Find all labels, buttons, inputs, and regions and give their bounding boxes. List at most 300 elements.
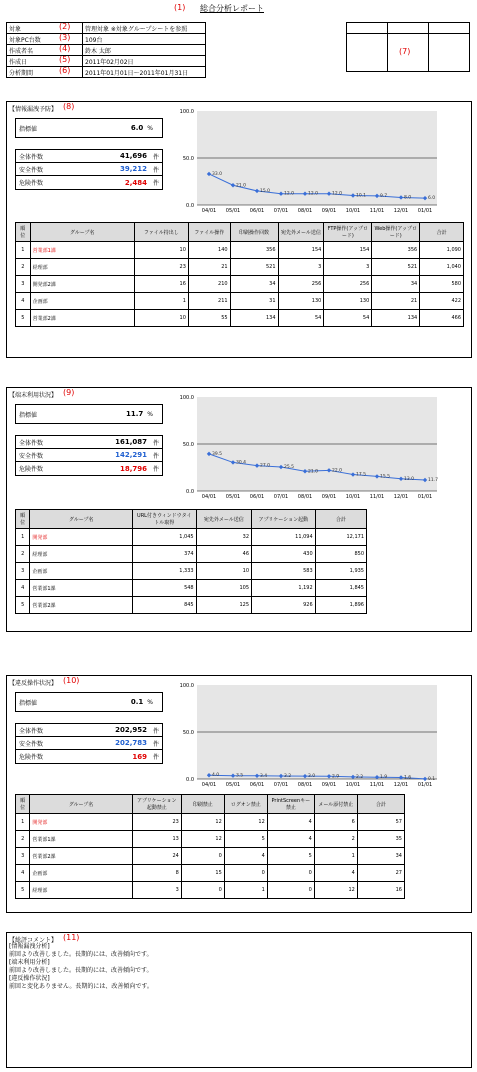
- group-cell: 経理部: [30, 259, 134, 276]
- column-header: アプリケーション起動禁止: [132, 795, 181, 814]
- index-label: 指標値: [19, 699, 38, 707]
- value-cell: 4: [314, 865, 357, 882]
- column-header: 合計: [315, 510, 366, 529]
- data-label: 6.0: [428, 196, 436, 202]
- info-value: 鈴木 太郎: [85, 47, 111, 55]
- value-cell: 125: [196, 597, 251, 614]
- value-cell: 4: [267, 831, 314, 848]
- callout-10: (10): [63, 676, 80, 685]
- danger-count-label: 危険件数: [19, 180, 44, 187]
- group-cell: 経理部: [30, 546, 133, 563]
- column-header: ログオン禁止: [224, 795, 267, 814]
- safe-count-value: 39,212: [119, 165, 147, 173]
- comment-line: [端末利用分析]: [9, 959, 50, 966]
- danger-count-value-wrap: [132, 752, 159, 761]
- value-cell: 1,845: [315, 580, 366, 597]
- value-cell: 548: [132, 580, 196, 597]
- trend-chart: [175, 681, 445, 791]
- section-violation: [6, 675, 472, 913]
- column-header: グループ名: [30, 510, 133, 529]
- value-cell: 12: [224, 814, 267, 831]
- value-cell: 34: [357, 848, 404, 865]
- index-box: [15, 692, 163, 712]
- value-cell: 850: [315, 546, 366, 563]
- value-cell: 140: [188, 242, 230, 259]
- table-row: [16, 848, 405, 865]
- x-tick-label: 10/01: [345, 208, 361, 214]
- column-header: メール添付禁止: [314, 795, 357, 814]
- value-cell: 154: [324, 242, 372, 259]
- data-label: 9.7: [380, 193, 388, 199]
- value-cell: 356: [230, 242, 278, 259]
- column-header: グループ名: [30, 223, 134, 242]
- danger-count-value: 18,796: [119, 464, 147, 473]
- x-tick-label: 07/01: [273, 494, 289, 500]
- column-header: URL付きウィンドウタイトル取得: [132, 510, 196, 529]
- table-row: [16, 831, 405, 848]
- value-cell: 4: [224, 848, 267, 865]
- column-header: ファイル持出し: [134, 223, 188, 242]
- info-value: 2011年01月01日～2011年01月31日: [85, 69, 189, 77]
- callout-3: (3): [59, 33, 71, 42]
- info-row: [7, 34, 206, 45]
- group-cell: 営業部2課: [30, 848, 132, 865]
- index-unit: %: [147, 410, 153, 418]
- info-row: [7, 56, 206, 67]
- value-cell: 57: [357, 814, 404, 831]
- table-row: [16, 563, 367, 580]
- info-row: [7, 45, 206, 56]
- x-tick-label: 08/01: [297, 208, 313, 214]
- x-tick-label: 06/01: [249, 782, 265, 788]
- table-row: [16, 529, 367, 546]
- danger-count-row: [16, 176, 162, 189]
- value-cell: 845: [132, 597, 196, 614]
- data-label: 1.6: [404, 775, 412, 781]
- column-header: 合計: [357, 795, 404, 814]
- count-unit: 件: [152, 740, 159, 748]
- value-cell: 1,040: [420, 259, 464, 276]
- comment-section: [6, 932, 472, 1068]
- value-cell: 5: [267, 848, 314, 865]
- total-count-row: [16, 724, 162, 737]
- index-value: 0.1: [130, 698, 144, 706]
- callout-6: (6): [59, 66, 71, 75]
- data-label: 12.0: [308, 191, 319, 197]
- data-label: 15.5: [380, 474, 391, 480]
- table-header-row: [16, 223, 464, 242]
- callout-1: (1): [174, 3, 186, 12]
- data-label: 2.2: [356, 774, 364, 780]
- data-label: 21.0: [236, 183, 247, 189]
- rank-cell: 5: [16, 310, 31, 327]
- group-cell: 営業部1課: [30, 831, 132, 848]
- table-row: [16, 882, 405, 899]
- column-header: 合計: [420, 223, 464, 242]
- value-cell: 32: [196, 529, 251, 546]
- value-cell: 1: [314, 848, 357, 865]
- data-label: 22.0: [332, 468, 343, 474]
- column-header: 順位: [16, 223, 31, 242]
- data-label: 10.1: [356, 193, 367, 199]
- value-cell: 10: [134, 242, 188, 259]
- table-row: [16, 865, 405, 882]
- rank-cell: 4: [16, 865, 30, 882]
- y-tick-label: 0.0: [186, 489, 194, 495]
- x-tick-label: 09/01: [321, 208, 337, 214]
- column-header: 宛先外メール送信: [196, 510, 251, 529]
- value-cell: 521: [372, 259, 420, 276]
- value-cell: 11,094: [252, 529, 316, 546]
- callout-5: (5): [59, 55, 71, 64]
- value-cell: 54: [278, 310, 324, 327]
- column-header: FTP操作(アップロード): [324, 223, 372, 242]
- data-label: 0.1: [428, 776, 436, 782]
- rank-cell: 1: [16, 242, 31, 259]
- value-cell: 3: [132, 882, 181, 899]
- data-label: 3.0: [308, 774, 316, 780]
- value-cell: 10: [196, 563, 251, 580]
- value-cell: 154: [278, 242, 324, 259]
- value-cell: 1,192: [252, 580, 316, 597]
- value-cell: 10: [134, 310, 188, 327]
- table-row: [16, 310, 464, 327]
- ranking-table: [15, 509, 367, 614]
- rank-cell: 3: [16, 848, 30, 865]
- x-tick-label: 05/01: [225, 494, 241, 500]
- table-row: [16, 259, 464, 276]
- info-value-cell: [83, 34, 206, 45]
- section-heading: 【違反操作状況】: [9, 680, 58, 687]
- value-cell: 926: [252, 597, 316, 614]
- value-cell: 466: [420, 310, 464, 327]
- value-cell: 16: [357, 882, 404, 899]
- callout-11: (11): [63, 933, 80, 942]
- value-cell: 430: [252, 546, 316, 563]
- total-count-value: 41,696: [119, 152, 147, 160]
- table-row: [16, 597, 367, 614]
- comment-line: [違反操作状況]: [9, 975, 50, 982]
- data-label: 15.0: [260, 188, 271, 194]
- value-cell: 3: [278, 259, 324, 276]
- danger-count-value-wrap: [125, 178, 159, 187]
- value-cell: 256: [278, 276, 324, 293]
- x-tick-label: 11/01: [369, 494, 385, 500]
- table-row: [16, 293, 464, 310]
- x-tick-label: 01/01: [417, 208, 433, 214]
- value-cell: 0: [267, 865, 314, 882]
- value-cell: 134: [372, 310, 420, 327]
- y-tick-label: 100.0: [179, 683, 194, 689]
- x-tick-label: 04/01: [201, 208, 217, 214]
- info-row: [7, 67, 206, 78]
- value-cell: 210: [188, 276, 230, 293]
- value-cell: 21: [188, 259, 230, 276]
- callout-4: (4): [59, 44, 71, 53]
- group-cell: 経理部: [30, 882, 132, 899]
- data-label: 3.2: [284, 773, 292, 779]
- value-cell: 24: [132, 848, 181, 865]
- info-value-cell: [83, 45, 206, 56]
- safe-count-value-wrap: [120, 165, 159, 174]
- comment-line: 前回より改善しました。長期的には、改善傾向です。: [9, 951, 153, 958]
- value-cell: 16: [134, 276, 188, 293]
- table-header-row: [16, 795, 405, 814]
- value-cell: 13: [132, 831, 181, 848]
- info-label: 作成者名: [9, 47, 34, 55]
- data-label: 13.0: [404, 476, 415, 482]
- x-tick-label: 08/01: [297, 494, 313, 500]
- comment-line: 前回と変化ありません。長期的には、改善傾向です。: [9, 983, 153, 990]
- value-cell: 1,090: [420, 242, 464, 259]
- info-value: 管理対象 ※対象グループシートを参照: [85, 25, 188, 33]
- x-tick-label: 12/01: [393, 782, 409, 788]
- rank-cell: 2: [16, 831, 30, 848]
- x-tick-label: 01/01: [417, 782, 433, 788]
- table-header-row: [16, 510, 367, 529]
- value-cell: 1,333: [132, 563, 196, 580]
- value-cell: 211: [188, 293, 230, 310]
- table-row: [16, 546, 367, 563]
- total-count-row: [16, 150, 162, 163]
- data-label: 3.4: [260, 773, 268, 779]
- count-box: [15, 149, 163, 190]
- x-tick-label: 05/01: [225, 208, 241, 214]
- value-cell: 54: [324, 310, 372, 327]
- x-tick-label: 08/01: [297, 782, 313, 788]
- ranking-table: [15, 222, 464, 327]
- section-heading: 【端末利用状況】: [9, 392, 58, 399]
- data-label: 3.5: [236, 773, 244, 779]
- info-label: 対象PC台数: [9, 36, 41, 44]
- column-header: Web操作(アップロード): [372, 223, 420, 242]
- rank-cell: 4: [16, 580, 30, 597]
- safe-count-row: [16, 163, 162, 176]
- value-cell: 521: [230, 259, 278, 276]
- index-box: [15, 118, 163, 138]
- index-box: [15, 404, 163, 424]
- value-cell: 134: [230, 310, 278, 327]
- group-cell: 営業部1課: [30, 580, 133, 597]
- x-tick-label: 09/01: [321, 494, 337, 500]
- value-cell: 1: [134, 293, 188, 310]
- value-cell: 4: [267, 814, 314, 831]
- safe-count-value: 142,291: [115, 451, 147, 459]
- value-cell: 580: [420, 276, 464, 293]
- count-unit: 件: [152, 180, 159, 187]
- value-cell: 256: [324, 276, 372, 293]
- value-cell: 12: [314, 882, 357, 899]
- value-cell: 130: [278, 293, 324, 310]
- rank-cell: 3: [16, 563, 30, 580]
- total-count-value-wrap: [115, 438, 159, 447]
- total-count-label: 全体件数: [19, 439, 44, 447]
- info-label: 作成日: [9, 58, 28, 66]
- x-tick-label: 09/01: [321, 782, 337, 788]
- safe-count-row: [16, 737, 162, 750]
- total-count-row: [16, 436, 162, 449]
- column-header: 宛先外メール送信: [278, 223, 324, 242]
- index-label: 指標値: [19, 125, 38, 133]
- data-label: 4.0: [212, 773, 220, 779]
- info-label-cell: [7, 45, 83, 56]
- total-count-label: 全体件数: [19, 153, 44, 161]
- value-cell: 12: [181, 814, 224, 831]
- info-value-cell: [83, 23, 206, 34]
- data-label: 21.0: [308, 469, 319, 475]
- rank-cell: 5: [16, 882, 30, 899]
- column-header: PrintScreenキー禁止: [267, 795, 314, 814]
- index-value: 6.0: [130, 124, 144, 132]
- rank-cell: 5: [16, 597, 30, 614]
- group-cell: 開発部: [30, 529, 133, 546]
- x-tick-label: 07/01: [273, 782, 289, 788]
- index-value: 11.7: [126, 410, 144, 418]
- value-cell: 2: [314, 831, 357, 848]
- value-cell: 12,171: [315, 529, 366, 546]
- safe-count-label: 安全件数: [19, 452, 44, 460]
- count-unit: 件: [152, 439, 159, 447]
- group-cell: 開発部2課: [30, 276, 134, 293]
- x-tick-label: 04/01: [201, 782, 217, 788]
- value-cell: 55: [188, 310, 230, 327]
- callout-8: (8): [63, 102, 75, 111]
- comment-text: [9, 943, 153, 991]
- callout-2: (2): [59, 22, 71, 31]
- value-cell: 1,045: [132, 529, 196, 546]
- column-header: 印刷禁止: [181, 795, 224, 814]
- value-cell: 23: [132, 814, 181, 831]
- value-cell: 583: [252, 563, 316, 580]
- value-cell: 5: [224, 831, 267, 848]
- value-cell: 374: [132, 546, 196, 563]
- table-row: [16, 814, 405, 831]
- data-label: 11.7: [428, 478, 439, 484]
- column-header: 順位: [16, 795, 30, 814]
- safe-count-value: 202,783: [115, 739, 147, 747]
- trend-chart: [175, 393, 445, 503]
- value-cell: 35: [357, 831, 404, 848]
- info-row: [7, 23, 206, 34]
- safe-count-row: [16, 449, 162, 462]
- value-cell: 31: [230, 293, 278, 310]
- y-tick-label: 50.0: [182, 156, 194, 162]
- total-count-value-wrap: [120, 152, 159, 161]
- column-header: 印刷操作回数: [230, 223, 278, 242]
- value-cell: 6: [314, 814, 357, 831]
- data-label: 39.5: [212, 451, 223, 457]
- info-value: 2011年02月02日: [85, 58, 134, 66]
- x-tick-label: 06/01: [249, 494, 265, 500]
- safe-count-label: 安全件数: [19, 740, 44, 748]
- info-value: 109台: [85, 36, 103, 44]
- value-cell: 1,935: [315, 563, 366, 580]
- danger-count-row: [16, 462, 162, 475]
- data-label: 25.5: [284, 465, 295, 471]
- info-label: 対象: [9, 25, 22, 33]
- x-tick-label: 12/01: [393, 208, 409, 214]
- column-header: グループ名: [30, 795, 132, 814]
- column-header: ファイル操作: [188, 223, 230, 242]
- value-cell: 46: [196, 546, 251, 563]
- ranking-table: [15, 794, 405, 899]
- data-label: 12.0: [284, 191, 295, 197]
- data-label: 2.9: [332, 774, 340, 780]
- value-cell: 21: [372, 293, 420, 310]
- table-row: [16, 276, 464, 293]
- x-tick-label: 06/01: [249, 208, 265, 214]
- report-title: 総合分析レポート: [200, 4, 264, 13]
- column-header: アプリケーション起動: [252, 510, 316, 529]
- index-label: 指標値: [19, 411, 38, 419]
- safe-count-label: 安全件数: [19, 166, 44, 174]
- y-tick-label: 100.0: [179, 109, 194, 115]
- approval-box: [346, 22, 470, 72]
- value-cell: 12: [181, 831, 224, 848]
- group-cell: 営業部2課: [30, 310, 134, 327]
- value-cell: 1,896: [315, 597, 366, 614]
- rank-cell: 3: [16, 276, 31, 293]
- group-cell: 企画部: [30, 865, 132, 882]
- data-label: 1.9: [380, 775, 388, 781]
- count-unit: 件: [152, 754, 159, 761]
- data-label: 8.0: [404, 195, 412, 201]
- rank-cell: 2: [16, 546, 30, 563]
- index-unit: %: [147, 698, 153, 706]
- rank-cell: 1: [16, 529, 30, 546]
- value-cell: 422: [420, 293, 464, 310]
- report-info-table: [6, 22, 206, 78]
- x-tick-label: 11/01: [369, 782, 385, 788]
- y-tick-label: 50.0: [182, 730, 194, 736]
- count-box: [15, 723, 163, 764]
- total-count-value: 202,952: [115, 726, 147, 734]
- value-cell: 27: [357, 865, 404, 882]
- x-tick-label: 01/01: [417, 494, 433, 500]
- rank-cell: 4: [16, 293, 31, 310]
- total-count-value: 161,087: [115, 438, 147, 446]
- info-label-cell: [7, 34, 83, 45]
- section-heading: 【情報漏洩予防】: [9, 106, 58, 113]
- column-header: 順位: [16, 510, 30, 529]
- info-label-cell: [7, 23, 83, 34]
- y-tick-label: 0.0: [186, 777, 194, 783]
- count-unit: 件: [152, 466, 159, 473]
- index-unit: %: [147, 124, 153, 132]
- danger-count-label: 危険件数: [19, 466, 44, 473]
- y-tick-label: 0.0: [186, 203, 194, 209]
- info-label-cell: [7, 67, 83, 78]
- section-info-leak: [6, 101, 472, 358]
- rank-cell: 2: [16, 259, 31, 276]
- value-cell: 15: [181, 865, 224, 882]
- data-label: 33.0: [212, 171, 223, 177]
- x-tick-label: 11/01: [369, 208, 385, 214]
- trend-chart: [175, 107, 445, 217]
- value-cell: 356: [372, 242, 420, 259]
- table-row: [16, 580, 367, 597]
- comment-line: [情報漏洩分析]: [9, 943, 50, 950]
- info-label: 分析期間: [9, 69, 34, 77]
- count-unit: 件: [152, 727, 159, 735]
- data-label: 17.5: [356, 472, 367, 478]
- comment-line: 前回より改善しました。長期的には、改善傾向です。: [9, 967, 153, 974]
- x-tick-label: 10/01: [345, 782, 361, 788]
- value-cell: 34: [230, 276, 278, 293]
- data-label: 30.4: [236, 460, 247, 466]
- value-cell: 34: [372, 276, 420, 293]
- y-tick-label: 100.0: [179, 395, 194, 401]
